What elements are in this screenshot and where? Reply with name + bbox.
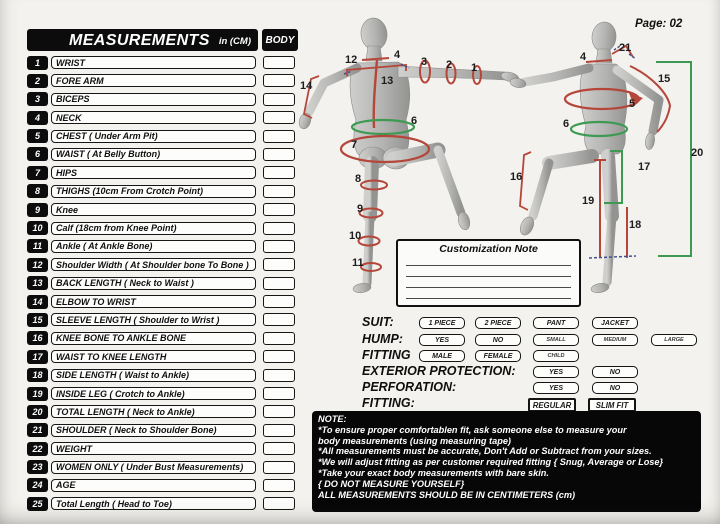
row-measurement-label: WRIST — [51, 56, 256, 69]
option-button[interactable]: MALE — [419, 350, 465, 362]
customization-note-box — [396, 239, 581, 307]
figure-measurement-number: 9 — [357, 203, 364, 215]
table-row — [27, 368, 295, 383]
customization-note-line[interactable] — [406, 287, 571, 288]
row-number-badge: 11 — [27, 239, 48, 253]
figure-measurement-number: 14 — [300, 80, 313, 92]
figure-measurement-number: 1 — [471, 62, 478, 74]
row-measurement-label: HIPS — [51, 166, 256, 179]
row-body-value-field[interactable] — [263, 442, 295, 455]
row-body-value-field[interactable] — [263, 405, 295, 418]
row-number-badge: 20 — [27, 405, 48, 419]
row-body-value-field[interactable] — [263, 313, 295, 326]
note-line: *All measurements must be accurate, Don't Add or Subtract from your sizes. — [318, 446, 652, 457]
option-button[interactable]: NO — [592, 382, 638, 394]
figure-measurement-number: 4 — [394, 49, 401, 61]
row-body-value-field[interactable] — [263, 424, 295, 437]
table-row — [27, 92, 295, 107]
row-measurement-label: SLEEVE LENGTH ( Shoulder to Wrist ) — [51, 313, 256, 326]
table-row — [27, 478, 295, 493]
table-row — [27, 294, 295, 309]
table-row — [27, 460, 295, 475]
row-measurement-label: SIDE LENGTH ( Waist to Ankle) — [51, 369, 256, 382]
figure-measurement-number: 18 — [629, 219, 642, 231]
figure-measurement-number: 12 — [345, 54, 358, 66]
option-button[interactable]: YES — [533, 366, 579, 378]
row-number-badge: 12 — [27, 258, 48, 272]
row-measurement-label: WAIST TO KNEE LENGTH — [51, 350, 256, 363]
body-column-header: BODY — [262, 29, 298, 51]
figure-measurement-number: 3 — [421, 56, 428, 68]
page-number-label: Page: 02 — [635, 18, 683, 30]
note-line: NOTE: — [318, 414, 347, 424]
figure-measurement-number: 11 — [352, 257, 364, 269]
note-line: *We will adjust fitting as per customer required fitting { Snug, Average or Lose} — [318, 457, 664, 468]
table-row — [27, 386, 295, 401]
unit-label: in (CM) — [218, 36, 251, 47]
row-measurement-label: Ankle ( At Ankle Bone) — [51, 240, 256, 253]
row-number-badge: 22 — [27, 442, 48, 456]
customization-note-title: Customization Note — [439, 243, 538, 255]
row-measurement-label: FORE ARM — [51, 74, 256, 87]
option-row-label: FITTING: — [362, 396, 415, 410]
option-button[interactable]: SLIM FIT — [588, 398, 636, 412]
customization-note-line[interactable] — [406, 276, 571, 277]
row-number-badge: 14 — [27, 295, 48, 309]
option-button[interactable]: YES — [419, 334, 465, 346]
figure-measurement-number: 6 — [411, 115, 418, 127]
figure-measurement-number: 8 — [355, 173, 362, 185]
table-row — [27, 165, 295, 180]
row-number-badge: 1 — [27, 56, 48, 70]
figure-measurement-number: 4 — [580, 51, 587, 63]
row-number-badge: 21 — [27, 423, 48, 437]
option-row-label: HUMP: — [362, 332, 403, 346]
option-button[interactable]: FEMALE — [475, 350, 521, 362]
note-line: ALL MEASUREMENTS SHOULD BE IN CENTIMETERS (cm) — [318, 489, 576, 500]
row-number-badge: 7 — [27, 166, 48, 180]
row-measurement-label: Shoulder Width ( At Shoulder bone To Bone ) — [51, 258, 256, 271]
figure-measurement-number: 7 — [351, 139, 358, 151]
row-body-value-field[interactable] — [263, 350, 295, 363]
row-measurement-label: WEIGHT — [51, 442, 256, 455]
option-button[interactable]: LARGE — [651, 334, 697, 346]
table-row — [27, 257, 295, 272]
note-box — [312, 411, 701, 512]
measurement-rows — [27, 55, 295, 515]
figure-measurement-number: 2 — [446, 59, 453, 71]
figure-measurement-number: 19 — [582, 195, 595, 207]
row-measurement-label: WOMEN ONLY ( Under Bust Measurements) — [51, 461, 256, 474]
row-measurement-label: THIGHS (10cm From Crotch Point) — [51, 185, 256, 198]
option-button[interactable]: JACKET — [592, 317, 638, 329]
row-measurement-label: Total Length ( Head to Toe) — [51, 497, 256, 510]
row-measurement-label: INSIDE LEG ( Crotch to Ankle) — [51, 387, 256, 400]
option-button[interactable]: NO — [475, 334, 521, 346]
customization-note-line[interactable] — [406, 298, 571, 299]
table-row — [27, 349, 295, 364]
row-measurement-label: Calf (18cm from Knee Point) — [51, 222, 256, 235]
row-measurement-label: CHEST ( Under Arm Pit) — [51, 130, 256, 143]
row-body-value-field[interactable] — [263, 497, 295, 510]
table-row — [27, 202, 295, 217]
row-number-badge: 17 — [27, 350, 48, 364]
figure-measurement-number: 15 — [658, 73, 671, 85]
option-button[interactable]: SMALL — [533, 334, 579, 346]
table-row — [27, 331, 295, 346]
option-row-label: EXTERIOR PROTECTION: — [362, 364, 516, 378]
option-button[interactable]: YES — [533, 382, 579, 394]
row-number-badge: 6 — [27, 147, 48, 161]
row-measurement-label: BICEPS — [51, 93, 256, 106]
table-row — [27, 221, 295, 236]
table-row — [27, 73, 295, 88]
note-line: *To ensure proper comfortablen fit, ask someone else to measure your — [318, 424, 627, 435]
option-button[interactable]: MEDIUM — [592, 334, 638, 346]
row-measurement-label: WAIST ( At Belly Button) — [51, 148, 256, 161]
table-row — [27, 423, 295, 438]
figure-measurement-number: 6 — [563, 118, 570, 130]
table-row — [27, 55, 295, 70]
option-button[interactable]: NO — [592, 366, 638, 378]
figure-measurement-number: 16 — [510, 171, 523, 183]
row-number-badge: 10 — [27, 221, 48, 235]
row-measurement-label: ELBOW TO WRIST — [51, 295, 256, 308]
figure-measurement-number: 17 — [638, 161, 651, 173]
row-number-badge: 8 — [27, 184, 48, 198]
option-row-label: FITTING — [362, 348, 411, 362]
row-measurement-label: SHOULDER ( Neck to Shoulder Bone) — [51, 424, 256, 437]
row-measurement-label: AGE — [51, 479, 256, 492]
option-button[interactable]: REGULAR — [528, 398, 576, 412]
row-body-value-field[interactable] — [263, 387, 295, 400]
option-button[interactable]: PANT — [533, 317, 579, 329]
option-row-label: PERFORATION: — [362, 380, 457, 394]
row-number-badge: 5 — [27, 129, 48, 143]
option-button[interactable]: CHILD — [533, 350, 579, 362]
row-body-value-field[interactable] — [263, 369, 295, 382]
table-row — [27, 276, 295, 291]
note-line: body measurements (using measuring tape) — [318, 435, 511, 446]
figure-measurement-number: 5 — [629, 98, 636, 110]
figure-measurement-number: 21 — [619, 42, 632, 54]
note-line: { DO NOT MEASURE YOURSELF} — [318, 478, 465, 489]
table-row — [27, 404, 295, 419]
row-number-badge: 2 — [27, 74, 48, 88]
row-body-value-field[interactable] — [263, 461, 295, 474]
option-button[interactable]: 2 PIECE — [475, 317, 521, 329]
figure-measurement-number: 20 — [691, 147, 704, 159]
row-measurement-label: Knee — [51, 203, 256, 216]
table-row — [27, 129, 295, 144]
row-number-badge: 16 — [27, 331, 48, 345]
row-measurement-label: NECK — [51, 111, 256, 124]
row-number-badge: 3 — [27, 92, 48, 106]
table-row — [27, 184, 295, 199]
measurements-header-bar — [27, 29, 258, 51]
row-measurement-label: TOTAL LENGTH ( Neck to Ankle) — [51, 405, 256, 418]
row-number-badge: 25 — [27, 497, 48, 511]
row-measurement-label: KNEE BONE TO ANKLE BONE — [51, 332, 256, 345]
figure-measurement-number: 13 — [381, 75, 394, 87]
measurements-title: MEASUREMENTS — [69, 32, 210, 49]
option-button[interactable]: 1 PIECE — [419, 317, 465, 329]
table-row — [27, 110, 295, 125]
table-row — [27, 312, 295, 327]
row-number-badge: 18 — [27, 368, 48, 382]
note-line: *Take your exact body measurements with bare skin. — [318, 467, 549, 478]
option-row-label: SUIT: — [362, 315, 394, 329]
figure-measurement-number: 10 — [349, 230, 362, 242]
table-row — [27, 496, 295, 511]
row-measurement-label: BACK LENGTH ( Neck to Waist ) — [51, 277, 256, 290]
row-number-badge: 4 — [27, 111, 48, 125]
row-number-badge: 9 — [27, 203, 48, 217]
table-row — [27, 147, 295, 162]
row-number-badge: 19 — [27, 387, 48, 401]
row-number-badge: 13 — [27, 276, 48, 290]
row-number-badge: 23 — [27, 460, 48, 474]
row-body-value-field[interactable] — [263, 479, 295, 492]
customization-note-line[interactable] — [406, 265, 571, 266]
row-body-value-field[interactable] — [263, 332, 295, 345]
row-number-badge: 15 — [27, 313, 48, 327]
table-row — [27, 441, 295, 456]
table-row — [27, 239, 295, 254]
row-number-badge: 24 — [27, 478, 48, 492]
